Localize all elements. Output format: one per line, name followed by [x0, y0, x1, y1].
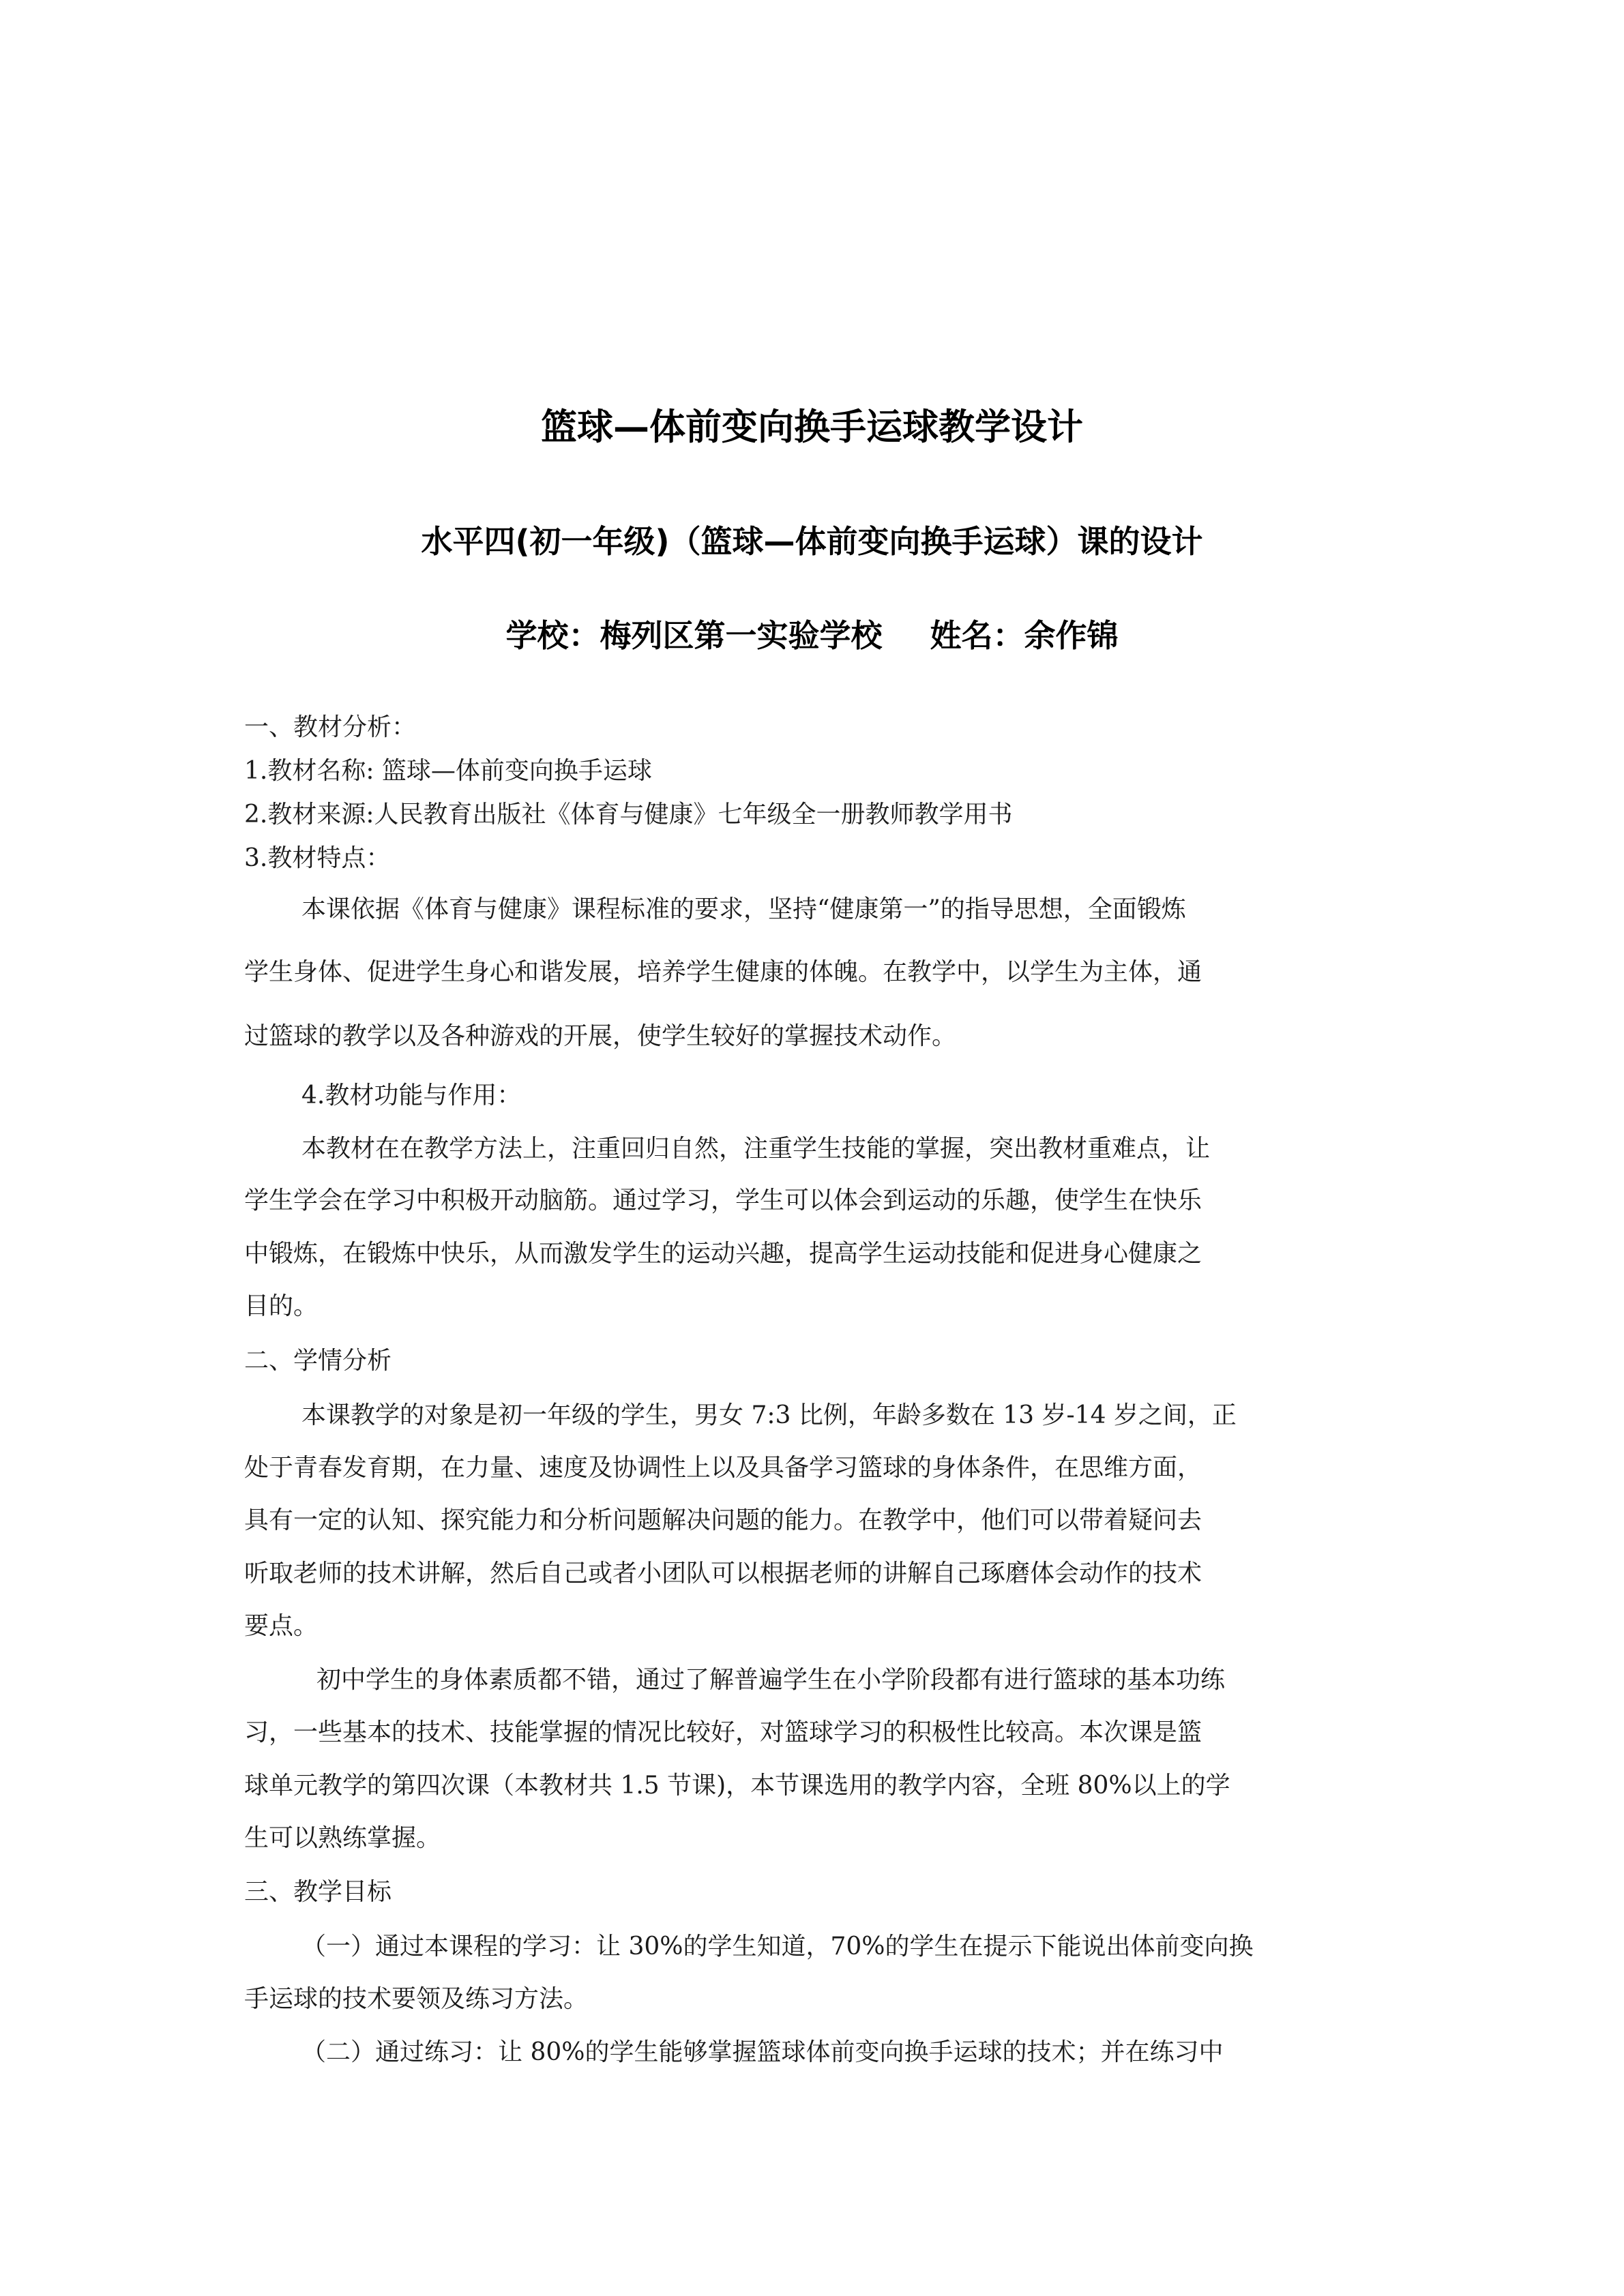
name-label: 姓名：: [930, 617, 1024, 654]
paragraph-line: 具有一定的认知、探究能力和分析问题解决问题的能力。在教学中，他们可以带着疑问去: [244, 1506, 1202, 1534]
list-item-material-function: 4.教材功能与作用：: [301, 1082, 522, 1109]
name-value: 余作锦: [1024, 617, 1119, 654]
paragraph-line: 目的。: [244, 1292, 319, 1320]
paragraph-line: 习，一些基本的技术、技能掌握的情况比较好，对篮球学习的积极性比较高。本次课是篮: [244, 1718, 1202, 1746]
school-label: 学校：: [505, 617, 600, 654]
paragraph-line: 处于青春发育期，在力量、速度及协调性上以及具备学习篮球的身体条件，在思维方面，: [244, 1454, 1202, 1482]
paragraph-line: 过篮球的教学以及各种游戏的开展，使学生较好的掌握技术动作。: [244, 1022, 957, 1050]
paragraph-line: 学生身体、促进学生身心和谐发展，培养学生健康的体魄。在教学中，以学生为主体，通: [244, 958, 1202, 986]
school-value: 梅列区第一实验学校: [600, 617, 883, 654]
paragraph-line: 生可以熟练掌握。: [244, 1824, 441, 1852]
paragraph-line: （二）通过练习：让 80%的学生能够掌握篮球体前变向换手运球的技术；并在练习中: [301, 2038, 1224, 2066]
list-item-material-features: 3.教材特点：: [244, 844, 391, 872]
list-item-material-name: 1.教材名称: 篮球—体前变向换手运球: [244, 757, 652, 785]
paragraph-line: 学生学会在学习中积极开动脑筋。通过学习，学生可以体会到运动的乐趣，使学生在快乐: [244, 1187, 1202, 1214]
section-heading-teaching-goals: 三、教学目标: [244, 1878, 392, 1906]
paragraph-line: 本课教学的对象是初一年级的学生，男女 7:3 比例，年龄多数在 13 岁-14 岁之间，正: [301, 1401, 1237, 1429]
paragraph-line: 要点。: [244, 1612, 319, 1640]
paragraph-line: 本课依据《体育与健康》课程标准的要求，坚持“健康第一”的指导思想，全面锻炼: [301, 895, 1186, 923]
document-body: [244, 0, 1376, 2296]
paragraph-line: 手运球的技术要领及练习方法。: [244, 1985, 589, 2013]
paragraph-line: 本教材在在教学方法上，注重回归自然，注重学生技能的掌握，突出教材重难点，让: [301, 1135, 1211, 1163]
list-item-material-source: 2.教材来源:人民教育出版社《体育与健康》七年级全一册教师教学用书: [244, 801, 1013, 829]
paragraph-line: 球单元教学的第四次课（本教材共 1.5 节课)，本节课选用的教学内容，全班 80%以上的学: [244, 1772, 1230, 1800]
section-heading-student-analysis: 二、学情分析: [244, 1347, 392, 1375]
paragraph-line: 初中学生的身体素质都不错，通过了解普遍学生在小学阶段都有进行篮球的基本功练: [316, 1666, 1226, 1694]
paragraph-line: 听取老师的技术讲解，然后自己或者小团队可以根据老师的讲解自己琢磨体会动作的技术: [244, 1560, 1202, 1587]
paragraph-line: 中锻炼，在锻炼中快乐，从而激发学生的运动兴趣，提高学生运动技能和促进身心健康之: [244, 1240, 1202, 1268]
paragraph-line: （一）通过本课程的学习：让 30%的学生知道，70%的学生在提示下能说出体前变向换: [301, 1933, 1254, 1960]
section-heading-material-analysis: 一、教材分析：: [244, 713, 417, 741]
document-subtitle: 水平四(初一年级)（篮球—体前变向换手运球）课的设计: [421, 523, 1203, 560]
document-title: 篮球—体前变向换手运球教学设计: [541, 406, 1083, 448]
